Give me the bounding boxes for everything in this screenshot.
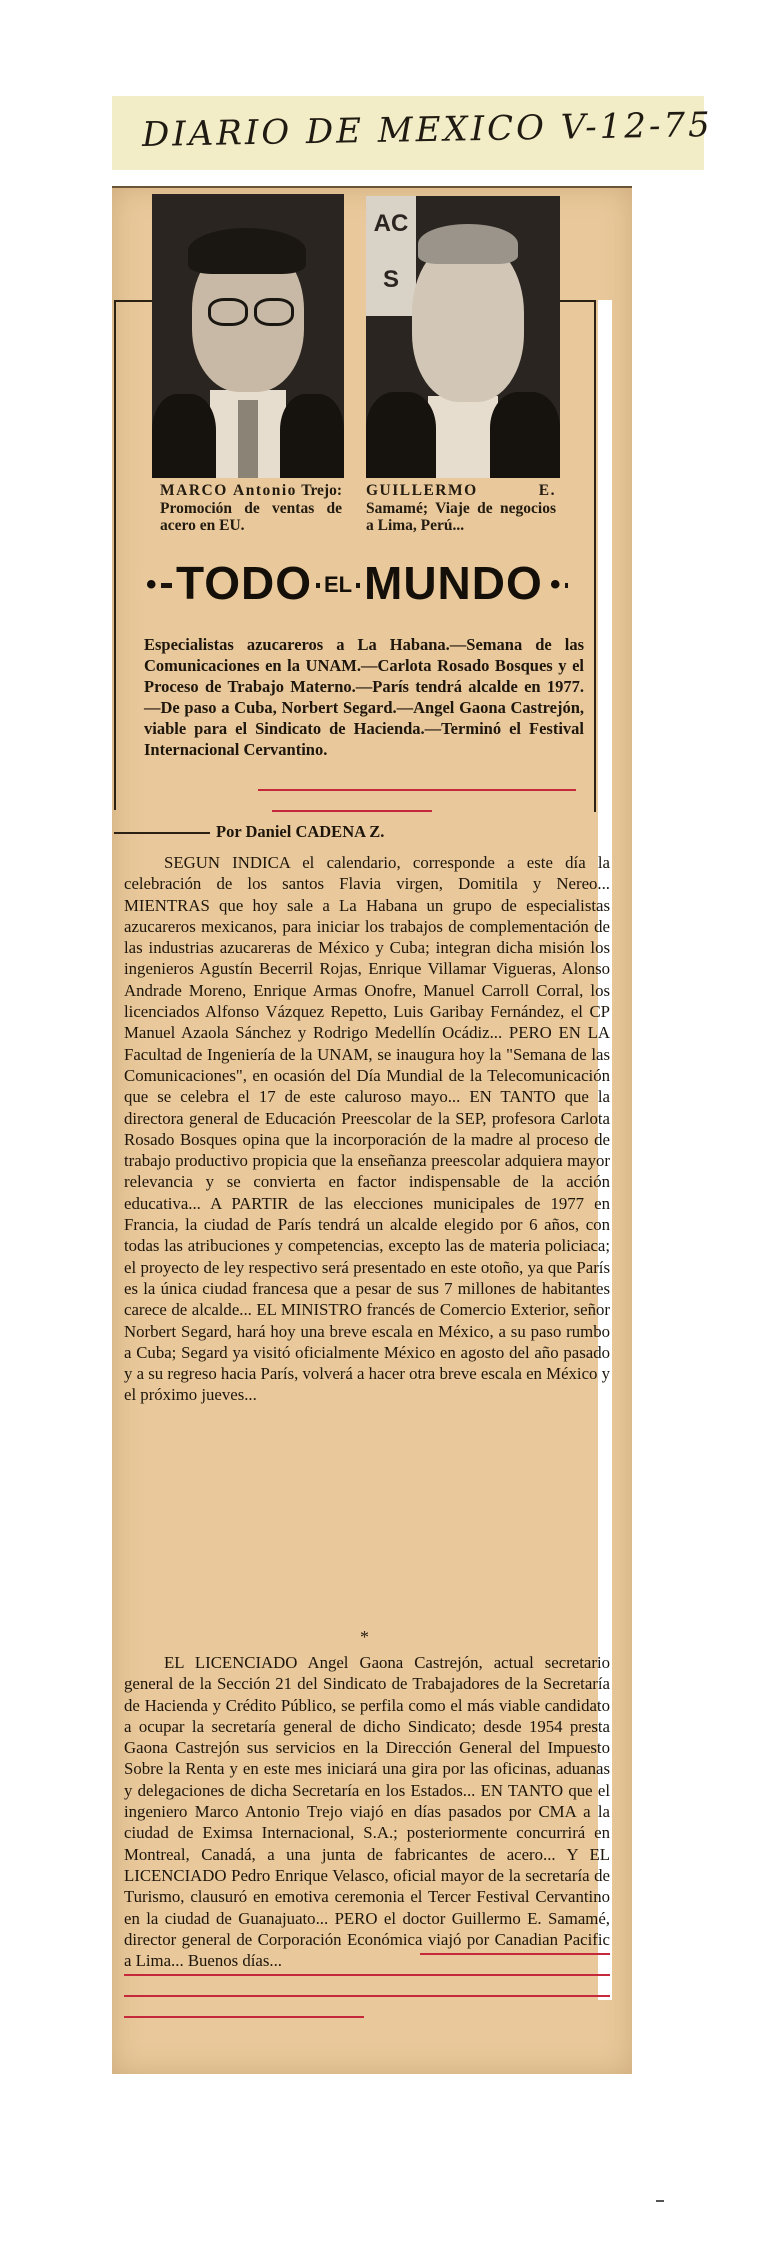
- caption-right-text: Samamé; Viaje de negocios a Lima, Perú...: [366, 499, 556, 534]
- section-separator: *: [360, 1627, 369, 1647]
- photo-marco-antonio-trejo: [152, 194, 344, 478]
- paragraph-2: EL LICENCIADO Angel Gaona Castrejón, actual secretario general de la Sección 21 del Sindicato de Trabajadores de la Secretaría de Hacienda y Crédito Público, se perfila como el más viable candidato a ocupar la secretaría general de dicho Sindicato; desde 1954 presta Gaona Castrejón sus servicios en la Dirección General del Impuesto Sobre la Renta y en este mes iniciará una gira por las oficinas, aduanas y delegaciones de dicha Secretaría en los Estados... EN TANTO que el ingeniero Marco Antonio Trejo viajó en días pasados por CMA a la ciudad de Eximsa Internacional, S.A.; posteriormente concurrirá en Montreal, Canadá, a una junta de fabricantes de acero... Y EL LICENCIADO Pedro Enrique Velasco, oficial mayor de la secretaría de Turismo, clausuró en emotiva ceremonia el Tercer Festival Cervantino en la ciudad de Guanajuato... PERO el doctor Guillermo E. Samamé, director general de Corporación Económica viajó por Canadian Pacific a Lima... Buenos días...: [124, 1653, 610, 1971]
- article-body-part-2: [124, 1652, 610, 1971]
- article-body-part-1: [124, 852, 610, 1406]
- column-title-todo: TODO: [172, 556, 316, 610]
- red-underline-summary-2: [272, 810, 432, 812]
- caption-right-name: GUILLERMO E.: [366, 482, 556, 499]
- red-underline-body-4: [124, 2016, 364, 2018]
- column-rule-left: [114, 300, 116, 810]
- column-title-el: EL: [320, 572, 356, 598]
- red-underline-body-3: [124, 1995, 610, 1997]
- column-rule-left-upper: [114, 300, 152, 302]
- column-title-banner: [148, 554, 568, 616]
- photo-background-sign: AC S: [366, 196, 416, 316]
- caption-left-name: MARCO Antonio: [160, 482, 297, 499]
- caption-left-text: Trejo: Promoción de ventas de acero en EU.: [160, 482, 342, 534]
- column-summary: Especialistas azucareros a La Habana.—Semana de las Comunicaciones en la UNAM.—Carlota Rosado Bosques y el Proceso de Trabajo Materno.—París tendrá alcalde en 1977.—De paso a Cuba, Norbert Segard.—Angel Gaona Castrejón, viable para el Sindicato de Hacienda.—Terminó el Festival Internacional Cervantino.: [144, 635, 584, 759]
- scan-mark: [656, 2200, 664, 2202]
- handwritten-note-strip: [112, 96, 714, 170]
- paragraph-1: SEGUN INDICA el calendario, corresponde a este día la celebración de los santos Flavia virgen, Domitila y Nereo... MIENTRAS que hoy sale a La Habana un grupo de especialistas azucareros mexicanos, para iniciar los trabajos de complementación de las industrias azucareras de México y Cuba; integran dicha misión los ingenieros Agustín Becerril Rojas, Enrique Villamar Vigueras, Alonso Andrade Moreno, Enrique Armas Onofre, Manuel Carroll Corral, los licenciados Alfonso Vázquez Repetto, Luis Garibay Fernández, el CP Manuel Azaola Sánchez y Rodrigo Medellín Ocádiz... PERO EN LA Facultad de Ingeniería de la UNAM, se inaugura hoy la "Semana de las Comunicaciones", en ocasión del Día Mundial de la Telecomunicación que se celebra el 17 de este caluroso mayo... EN TANTO que la directora general de Educación Preescolar de la SEP, profesora Carlota Rosado Bosques opina que la incorporación de la madre al proceso de trabajo productivo propicia que la enseñanza preescolar adquiera mayor relevancia y se convierta en factor indispensable de la acción educativa... A PARTIR de las elecciones municipales de 1977 en Francia, la ciudad de París tendrá un alcalde elegido por 6 años, con todas las atribuciones y competencias, excepto las de materia policiaca; el proyecto de ley respectivo será presentado en este otoño, ya que París es la única ciudad francesa que a pesar de sus 7 millones de habitantes carece de alcalde... EL MINISTRO francés de Comercio Exterior, señor Norbert Segard, hará hoy una breve escala en México, a su paso rumbo a Cuba; Segard ya visitó oficialmente México en agosto del año pasado y a su regreso hacia París, volverá a hacer otra breve escala en México y el próximo jueves...: [124, 853, 610, 1405]
- byline-text: Por Daniel CADENA Z.: [216, 822, 385, 841]
- column-rule-right: [594, 300, 596, 812]
- caption-left: [160, 482, 342, 535]
- banner-dot-left: •: [142, 568, 161, 602]
- red-underline-body-2: [124, 1974, 610, 1976]
- column-rule-right-upper: [560, 300, 596, 302]
- red-underline-body-1: [420, 1953, 610, 1955]
- red-underline-summary-1: [258, 789, 576, 791]
- column-title-mundo: MUNDO: [360, 556, 547, 610]
- banner-dot-right: •: [546, 568, 565, 602]
- byline: [114, 822, 614, 842]
- photo-guillermo-samame: [366, 196, 560, 478]
- caption-right: [366, 482, 556, 535]
- handwritten-header: DIARIO DE MEXICO V-12-75: [141, 105, 714, 155]
